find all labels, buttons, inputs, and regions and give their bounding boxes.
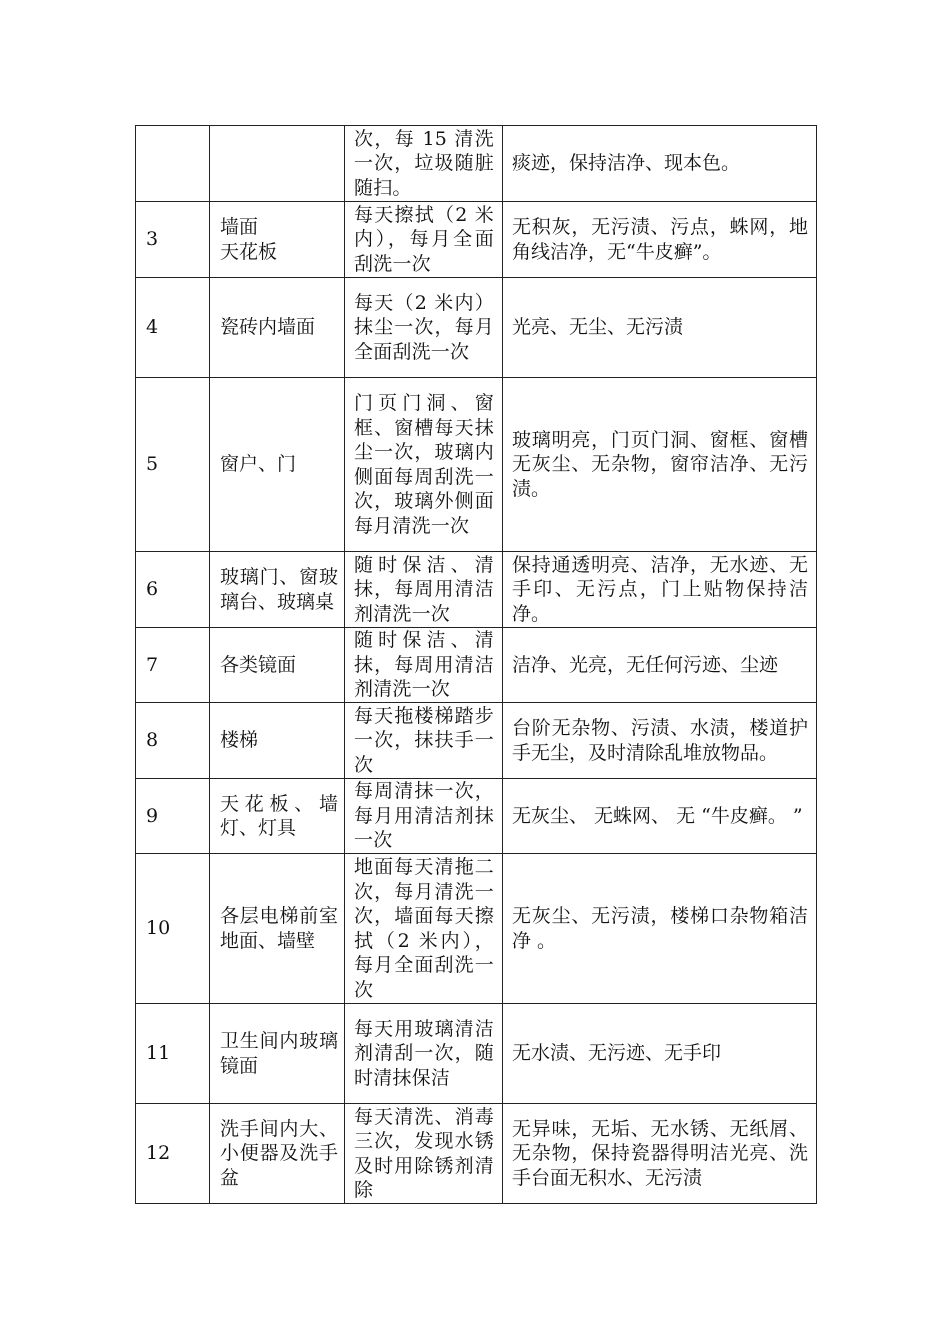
quality-standard: 无水渍、无污迹、无手印	[503, 1004, 817, 1104]
table-row	[136, 703, 817, 779]
table-row	[136, 552, 817, 628]
quality-standard: 洁净、光亮，无任何污迹、尘迹	[503, 628, 817, 703]
cleaning-standards-table	[135, 125, 817, 1204]
cleaning-area: 瓷砖内墙面	[210, 278, 345, 378]
row-number: 10	[136, 854, 210, 1004]
row-number	[136, 126, 210, 202]
row-number: 9	[136, 779, 210, 854]
cleaning-frequency: 每天（2 米内）抹尘一次，每月全面刮洗一次	[345, 278, 503, 378]
cleaning-area: 楼梯	[210, 703, 345, 779]
cleaning-area: 天花板、墙灯、灯具	[210, 779, 345, 854]
table-row	[136, 126, 817, 202]
row-number: 6	[136, 552, 210, 628]
quality-standard: 无异味，无垢、无水锈、无纸屑、无杂物，保持瓷器得明洁光亮、洗手台面无积水、无污渍	[503, 1104, 817, 1204]
cleaning-area: 墙面 天花板	[210, 202, 345, 278]
table-row	[136, 202, 817, 278]
row-number: 5	[136, 378, 210, 552]
cleaning-frequency: 每天擦拭（2 米内），每月全面刮洗一次	[345, 202, 503, 278]
cleaning-frequency: 每周清抹一次，每月用清洁剂抹一次	[345, 779, 503, 854]
quality-standard: 无灰尘、 无蛛网、 无 “牛皮癣。 ”	[503, 779, 817, 854]
cleaning-frequency: 每天拖楼梯踏步一次，抹扶手一次	[345, 703, 503, 779]
row-number: 3	[136, 202, 210, 278]
cleaning-area: 各类镜面	[210, 628, 345, 703]
cleaning-frequency: 每天用玻璃清洁剂清刮一次，随时清抹保洁	[345, 1004, 503, 1104]
cleaning-frequency: 地面每天清拖二次，每月清洗一次，墙面每天擦拭（2 米内），每月全面刮洗一次	[345, 854, 503, 1004]
cleaning-frequency: 每天清洗、消毒三次，发现水锈及时用除锈剂清除	[345, 1104, 503, 1204]
table-row	[136, 378, 817, 552]
cleaning-frequency: 随时保洁、清抹，每周用清洁剂清洗一次	[345, 552, 503, 628]
cleaning-frequency: 门页门洞、窗框、窗槽每天抹尘一次，玻璃内侧面每周刮洗一次，玻璃外侧面每月清洗一次	[345, 378, 503, 552]
cleaning-frequency: 次，每 15 清洗一次，垃圾随脏随扫。	[345, 126, 503, 202]
quality-standard: 痰迹，保持洁净、现本色。	[503, 126, 817, 202]
quality-standard: 无灰尘、无污渍，楼梯口杂物箱洁净 。	[503, 854, 817, 1004]
row-number: 12	[136, 1104, 210, 1204]
row-number: 8	[136, 703, 210, 779]
quality-standard: 保持通透明亮、洁净，无水迹、无手印、无污点，门上贴物保持洁净。	[503, 552, 817, 628]
cleaning-area: 窗户、门	[210, 378, 345, 552]
table-row	[136, 1104, 817, 1204]
table-row	[136, 278, 817, 378]
quality-standard: 玻璃明亮，门页门洞、窗框、窗槽无灰尘、无杂物，窗帘洁净、无污渍。	[503, 378, 817, 552]
row-number: 4	[136, 278, 210, 378]
quality-standard: 台阶无杂物、污渍、水渍，楼道护手无尘，及时清除乱堆放物品。	[503, 703, 817, 779]
cleaning-area: 洗手间内大、小便器及洗手盆	[210, 1104, 345, 1204]
cleaning-area: 卫生间内玻璃镜面	[210, 1004, 345, 1104]
table-body	[136, 126, 817, 1204]
cleaning-frequency: 随时保洁、清抹，每周用清洁剂清洗一次	[345, 628, 503, 703]
quality-standard: 光亮、无尘、无污渍	[503, 278, 817, 378]
quality-standard: 无积灰，无污渍、污点，蛛网，地角线洁净，无“牛皮癣”。	[503, 202, 817, 278]
table-row	[136, 854, 817, 1004]
cleaning-area	[210, 126, 345, 202]
cleaning-area: 各层电梯前室地面、墙壁	[210, 854, 345, 1004]
row-number: 7	[136, 628, 210, 703]
cleaning-area: 玻璃门、窗玻璃台、玻璃桌	[210, 552, 345, 628]
table-row	[136, 1004, 817, 1104]
row-number: 11	[136, 1004, 210, 1104]
table-row	[136, 779, 817, 854]
table-row	[136, 628, 817, 703]
